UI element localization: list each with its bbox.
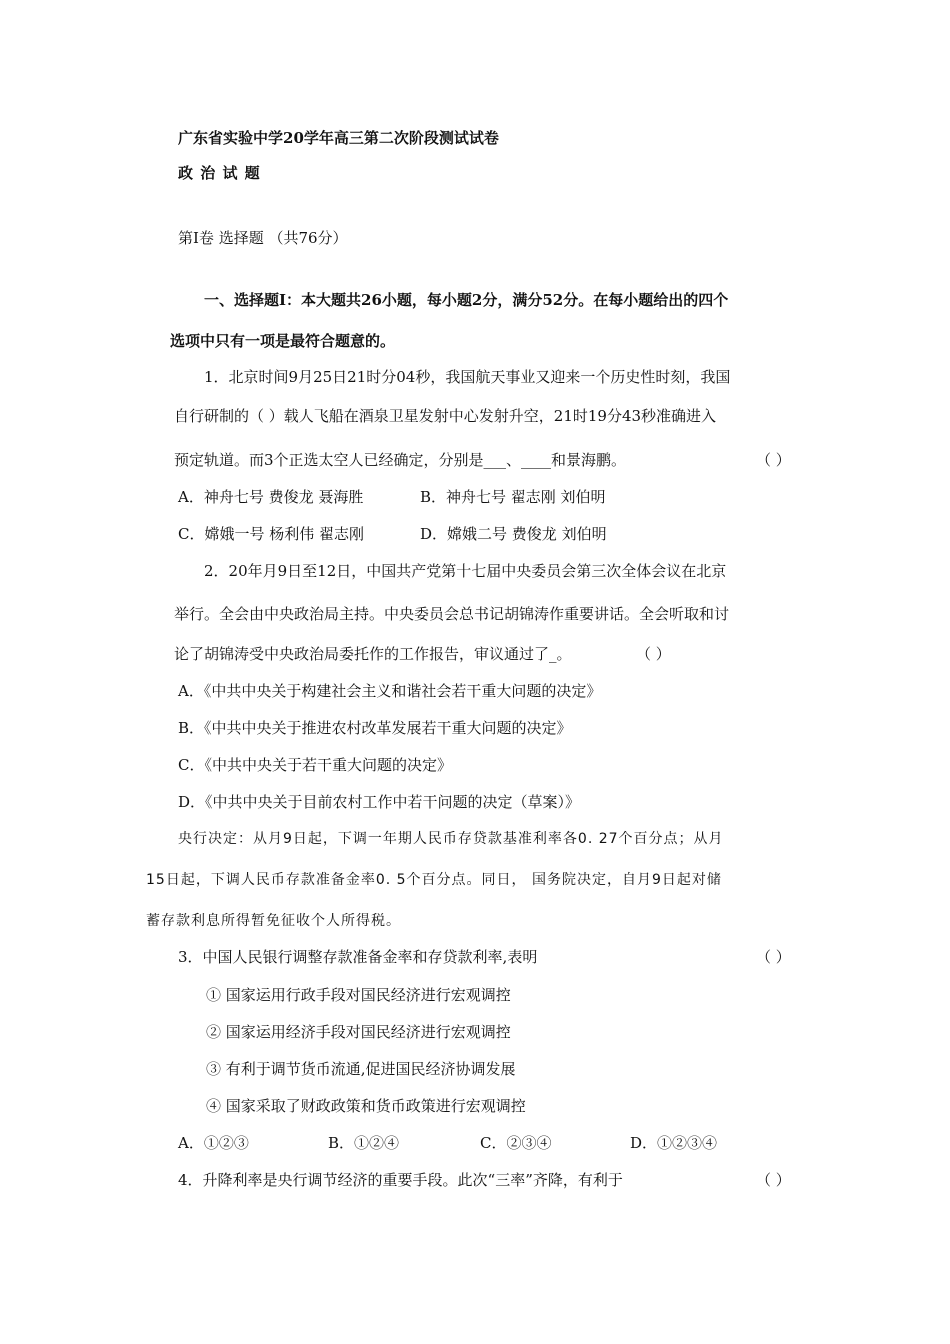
q1-option-d: D．嫦娥二号 费俊龙 刘伯明 xyxy=(420,525,607,543)
q1-answer-paren: （ ） xyxy=(756,451,791,469)
q2-option-c: C．《中共中央关于若干重大问题的决定》 xyxy=(178,756,452,774)
q2-stem-line2: 举行。全会由中央政治局主持。中央委员会总书记胡锦涛作重要讲话。全会听取和讨 xyxy=(174,605,730,623)
q3-stem: 3．中国人民银行调整存款准备金率和存贷款利率,表明 xyxy=(178,948,538,966)
q3-option-a: A．①②③ xyxy=(178,1134,249,1152)
q2-option-a: A．《中共中央关于构建社会主义和谐社会若干重大问题的决定》 xyxy=(178,682,602,700)
q1-option-c: C．嫦娥一号 杨利伟 翟志刚 xyxy=(178,525,365,543)
part-heading: 第Ⅰ卷 选择题 （共76分） xyxy=(178,229,348,247)
q3-option-c: C．②③④ xyxy=(480,1134,552,1152)
material-line1: 央行决定：从月9日起，下调一年期人民币存贷款基准利率各0. 27个百分点；从月 xyxy=(178,831,724,847)
q4-stem: 4．升降利率是央行调节经济的重要手段。此次“三率”齐降，有利于 xyxy=(178,1171,623,1189)
q2-option-b: B．《中共中央关于推进农村改革发展若干重大问题的决定》 xyxy=(178,719,572,737)
q1-stem-line2: 自行研制的（ ）载人飞船在酒泉卫星发射中心发射升空，21时19分43秒准确进入 xyxy=(174,407,717,425)
q3-item-4: ④ 国家采取了财政政策和货币政策进行宏观调控 xyxy=(206,1097,526,1115)
q1-option-b: B．神舟七号 翟志刚 刘伯明 xyxy=(420,488,606,506)
q2-answer-paren: （ ） xyxy=(636,645,671,663)
q1-option-a: A．神舟七号 费俊龙 聂海胜 xyxy=(178,488,364,506)
q3-item-3: ③ 有利于调节货币流通,促进国民经济协调发展 xyxy=(206,1060,516,1078)
subject-title: 政 治 试 题 xyxy=(178,164,261,182)
q3-item-1: ① 国家运用行政手段对国民经济进行宏观调控 xyxy=(206,986,511,1004)
q3-option-d: D．①②③④ xyxy=(630,1134,718,1152)
exam-title: 广东省实验中学20学年高三第二次阶段测试试卷 xyxy=(178,129,499,147)
q2-option-d: D．《中共中央关于目前农村工作中若干问题的决定（草案）》 xyxy=(178,793,581,811)
q3-item-2: ② 国家运用经济手段对国民经济进行宏观调控 xyxy=(206,1023,511,1041)
q1-stem-line3: 预定轨道。而3个正选太空人已经确定，分别是___、____和景海鹏。 xyxy=(174,451,627,469)
q2-stem-line1: 2．20年月9日至12日，中国共产党第十七届中央委员会第三次全体会议在北京 xyxy=(204,562,727,580)
material-line2: 15日起，下调人民币存款准备金率0. 5个百分点。同日， 国务院决定，自月9日起对储 xyxy=(146,872,722,888)
section-instruction-line1: 一、选择题Ⅰ：本大题共26小题，每小题2分，满分52分。在每小题给出的四个 xyxy=(204,291,729,309)
q1-stem-line1: 1．北京时间9月25日21时分04秒，我国航天事业又迎来一个历史性时刻，我国 xyxy=(204,368,731,386)
material-line3: 蓄存款利息所得暂免征收个人所得税。 xyxy=(146,913,401,929)
q3-answer-paren: （ ） xyxy=(756,948,791,966)
q3-option-b: B．①②④ xyxy=(328,1134,400,1152)
q4-answer-paren: （ ） xyxy=(756,1171,791,1189)
q2-stem-line3: 论了胡锦涛受中央政治局委托作的工作报告，审议通过了_。 xyxy=(174,645,572,663)
section-instruction-line2: 选项中只有一项是最符合题意的。 xyxy=(170,332,396,350)
